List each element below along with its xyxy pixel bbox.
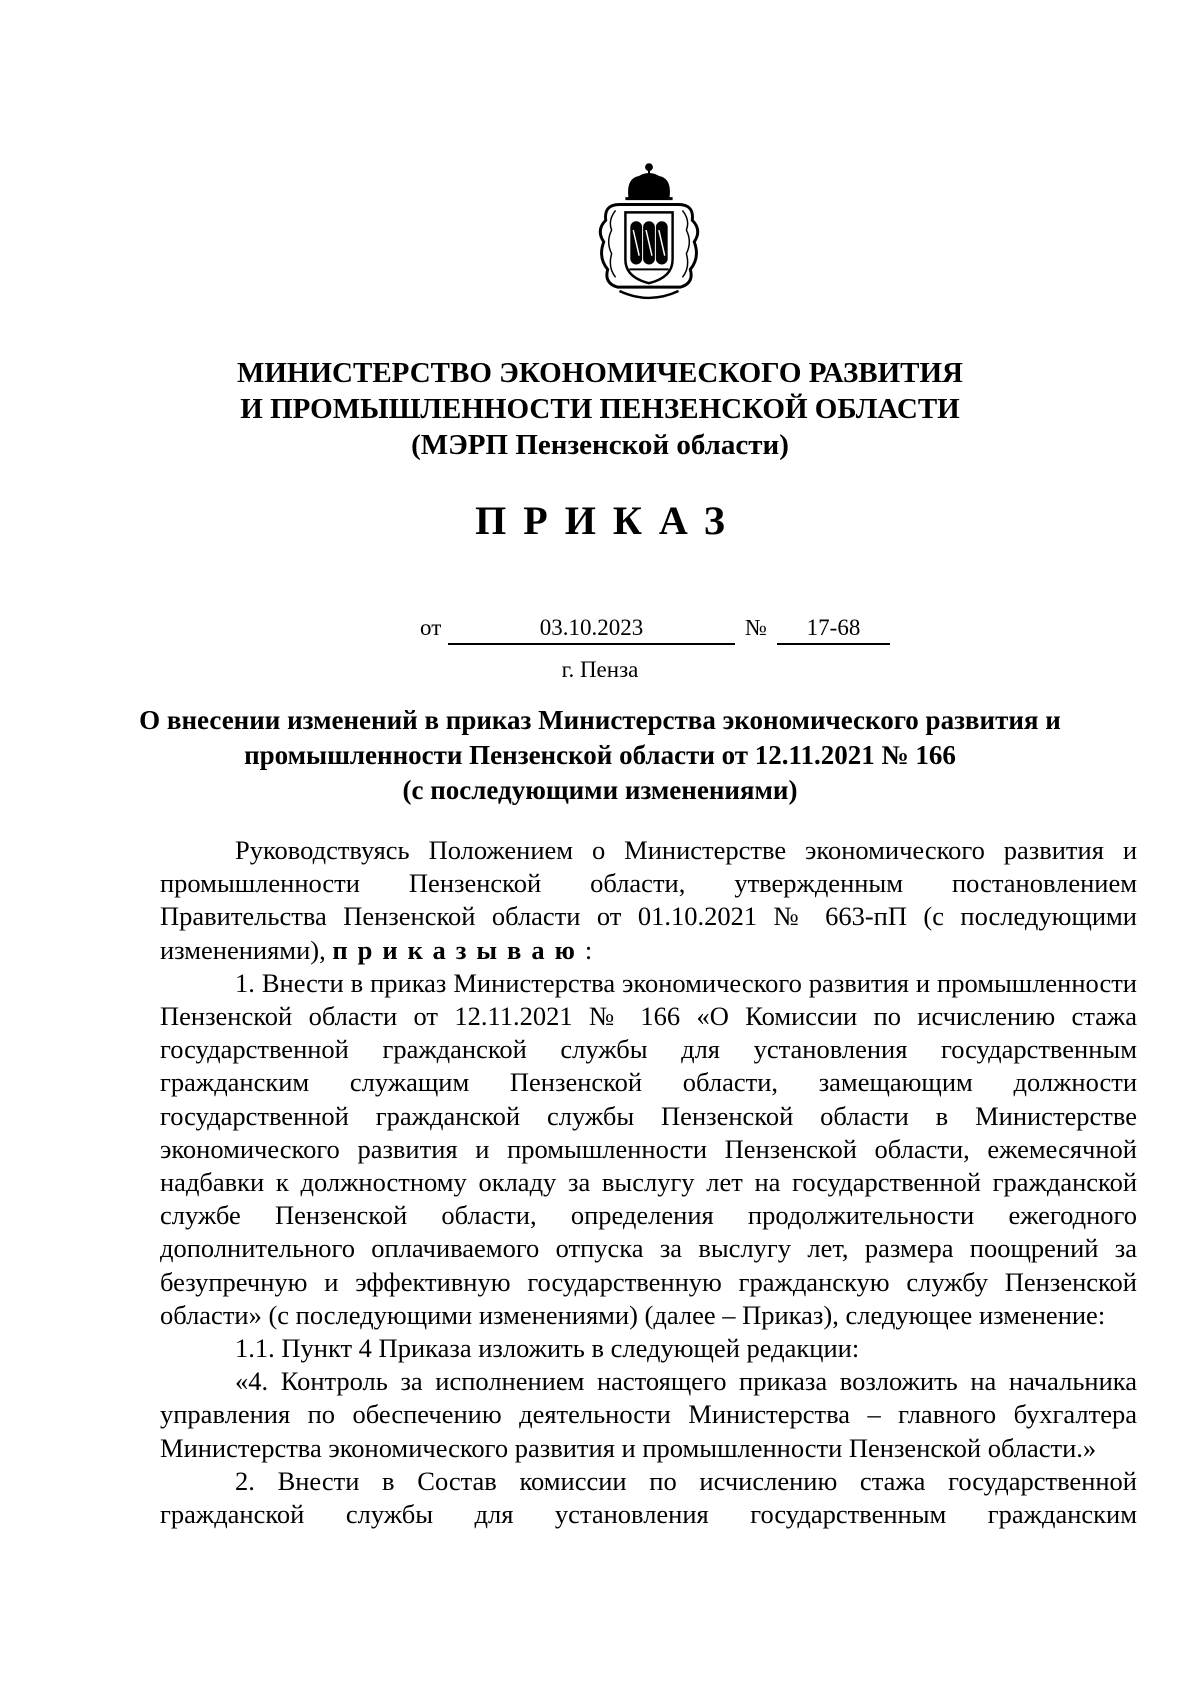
clause-2-paragraph: 2. Внести в Состав комиссии по исчислению стажа государственной гражданской службы для установления государственным гражданским	[160, 1465, 1137, 1530]
ministry-name-line2: И ПРОМЫШЛЕННОСТИ ПЕНЗЕНСКОЙ ОБЛАСТИ	[240, 393, 960, 425]
order-number: 17-68	[777, 613, 890, 645]
order-subject	[0, 703, 1200, 808]
preamble-colon: :	[584, 934, 593, 965]
orders-keyword: приказываю	[332, 934, 585, 965]
preamble-text: Руководствуясь Положением о Министерстве экономического развития и промышленности Пензенской области, утвержденным постановлением Правительства Пензенской области от 01.10.2021 № 663-пП (с последующими изменениями),	[160, 835, 1137, 965]
subject-line1: О внесении изменений в приказ Министерства экономического развития и	[139, 705, 1061, 735]
coat-of-arms-emblem	[590, 160, 708, 310]
ministry-short-name: (МЭРП Пензенской области)	[411, 429, 789, 461]
subject-line2: промышленности Пензенской области от 12.11.2021 № 166	[244, 740, 956, 770]
preamble-paragraph	[160, 834, 1137, 967]
subject-line3: (с последующими изменениями)	[402, 775, 798, 805]
ministry-header	[0, 355, 1200, 463]
order-body	[160, 834, 1137, 1531]
clause-1-1-paragraph: 1.1. Пункт 4 Приказа изложить в следующей редакции:	[235, 1333, 860, 1364]
document-type-title: ПРИКАЗ	[475, 498, 742, 543]
clause-1-paragraph: 1. Внести в приказ Министерства экономического развития и промышленности Пензенской области от 12.11.2021 № 166 «О Комиссии по исчислению стажа государственной гражданской службы для установления государственным гражданским служащим Пензенской области, замещающим должности государственной гражданской службы Пензенской области в Министерстве экономического развития и промышленности Пензенской области, ежемесячной надбавки к должностному окладу за выслугу лет на государственной гражданской службе Пензенской области, определения продолжительности ежегодного дополнительного оплачиваемого отпуска за выслугу лет, размера поощрений за безупречную и эффективную государственную гражданскую службу Пензенской области» (с последующими изменениями) (далее – Приказ), следующее изменение:	[160, 967, 1137, 1330]
date-label: от	[420, 615, 442, 640]
clause-4-quote-paragraph: «4. Контроль за исполнением настоящего приказа возложить на начальника управления по обеспечению деятельности Министерства – главного бухгалтера Министерства экономического развития и промышленности Пензенской области.»	[160, 1366, 1137, 1463]
order-date: 03.10.2023	[448, 613, 735, 645]
number-label: №	[745, 615, 767, 640]
city-line: г. Пенза	[561, 657, 639, 682]
ministry-name-line1: МИНИСТЕРСТВО ЭКОНОМИЧЕСКОГО РАЗВИТИЯ	[237, 357, 963, 389]
